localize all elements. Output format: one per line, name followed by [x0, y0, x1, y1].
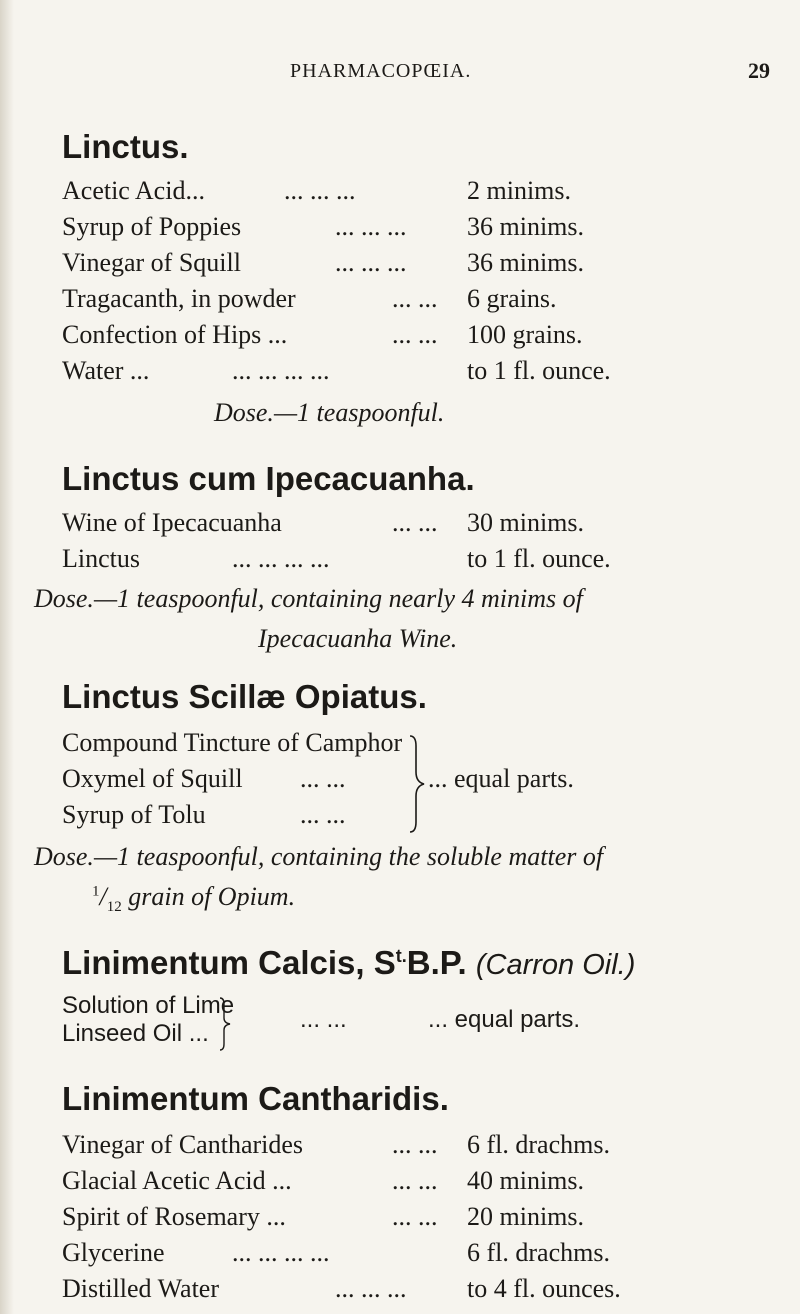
- ingredient-name: Acetic Acid...: [62, 176, 205, 205]
- section-heading-linimentum-cantharidis: Linimentum Cantharidis.: [62, 1080, 449, 1117]
- ingredient-amount: 40 minims.: [467, 1166, 585, 1195]
- ingredient-amount: 6 grains.: [467, 284, 557, 313]
- dose-line: [214, 398, 444, 428]
- ingredient-name: Syrup of Poppies: [62, 212, 242, 241]
- recipe-row: [62, 1274, 762, 1310]
- heading-superscript: t.: [395, 946, 407, 966]
- heading-title-rest: B.P.: [406, 944, 467, 981]
- ingredient-amount: to 1 fl. ounce.: [467, 356, 611, 385]
- section-heading-linctus: Linctus.: [62, 128, 189, 165]
- leader-dots: ... ...: [300, 764, 346, 793]
- ingredient-name: Tragacanth, in powder: [62, 284, 296, 313]
- ingredient-amount: to 1 fl. ounce.: [467, 544, 611, 573]
- dose-line: [34, 584, 583, 614]
- dose-label: Dose.: [214, 398, 274, 427]
- ingredient-name: Oxymel of Squill: [62, 764, 243, 793]
- ingredient-amount: 36 minims.: [467, 212, 585, 241]
- leader-dots: ... ... ... ...: [232, 544, 330, 573]
- section-heading-linctus-scillae: Linctus Scillæ Opiatus.: [62, 678, 427, 715]
- leader-dots: ... ... ...: [284, 176, 356, 205]
- leader-dots: ... ... ... ...: [232, 1238, 330, 1267]
- page-binding-shadow: [0, 0, 14, 1314]
- heading-title: Linimentum Calcis, S: [62, 944, 396, 981]
- ingredient-name: Glacial Acetic Acid ...: [62, 1166, 292, 1195]
- recipe-row: [62, 248, 762, 284]
- dose-line-continued: [92, 882, 295, 916]
- ingredient-amount: 6 fl. drachms.: [467, 1238, 610, 1267]
- fraction-denominator: 12: [106, 899, 122, 916]
- dose-text: —1 teaspoonful.: [273, 398, 445, 427]
- dose-text: —1 teaspoonful, containing nearly 4 minims of: [93, 584, 583, 613]
- ingredient-name: Spirit of Rosemary ...: [62, 1202, 286, 1231]
- ingredient-name: Solution of Lime: [62, 992, 235, 1019]
- leader-dots: ... ...: [392, 508, 438, 537]
- recipe-row: [62, 508, 762, 544]
- right-brace-icon: [218, 996, 232, 1052]
- ingredient-amount: 20 minims.: [467, 1202, 585, 1231]
- leader-dots: ... ...: [392, 1166, 438, 1195]
- leader-dots: ... ...: [300, 800, 346, 829]
- ingredient-name: Vinegar of Cantharides: [62, 1130, 304, 1159]
- ingredient-amount: 6 fl. drachms.: [467, 1130, 610, 1159]
- running-head: [0, 48, 800, 88]
- ingredient-name: Compound Tincture of Camphor: [62, 728, 403, 757]
- ingredient-name: Glycerine: [62, 1238, 165, 1267]
- ingredient-name: Wine of Ipecacuanha: [62, 508, 282, 537]
- leader-dots: ... ...: [392, 320, 438, 349]
- dose-text-end: grain of Opium.: [121, 882, 296, 911]
- dose-label: Dose.: [34, 842, 94, 871]
- ingredient-amount: to 4 fl. ounces.: [467, 1274, 621, 1303]
- leader-dots: ... ... ...: [335, 212, 407, 241]
- ingredient-name: Linctus: [62, 544, 140, 573]
- ingredient-amount: ... equal parts.: [428, 764, 574, 793]
- dose-line-continued: Ipecacuanha Wine.: [258, 624, 458, 653]
- ingredient-name: Distilled Water: [62, 1274, 220, 1303]
- ingredient-amount: 2 minims.: [467, 176, 572, 205]
- section-heading-linctus-ipecacuanha: Linctus cum Ipecacuanha.: [62, 460, 475, 497]
- heading-alternate-name: (Carron Oil.): [475, 949, 636, 981]
- leader-dots: ... ...: [300, 1006, 347, 1033]
- recipe-row: [62, 212, 762, 248]
- section-heading-linimentum-calcis: [62, 944, 635, 982]
- leader-dots: ... ...: [392, 284, 438, 313]
- ingredient-name: Linseed Oil ...: [62, 1020, 209, 1047]
- leader-dots: ... ...: [392, 1202, 438, 1231]
- running-title: PHARMACOPŒIA.: [290, 60, 472, 82]
- ingredient-name: Water ...: [62, 356, 150, 385]
- dose-label: Dose.: [34, 584, 94, 613]
- leader-dots: ... ... ...: [335, 248, 407, 277]
- dose-text: —1 teaspoonful, containing the soluble matter of: [93, 842, 604, 871]
- fraction-numerator: 1: [92, 883, 100, 900]
- ingredient-name: Confection of Hips ...: [62, 320, 288, 349]
- ingredient-name: Vinegar of Squill: [62, 248, 241, 277]
- recipe-row: [62, 1166, 762, 1202]
- ingredient-amount: ... equal parts.: [428, 1006, 581, 1033]
- dose-line: [34, 842, 603, 872]
- recipe-row: [62, 356, 762, 392]
- recipe-row: [62, 1238, 762, 1274]
- ingredient-amount: 30 minims.: [467, 508, 585, 537]
- dose-fraction: $^1/_{12}$: [92, 882, 122, 916]
- recipe-row: [62, 320, 762, 356]
- recipe-row: [62, 1006, 762, 1056]
- ingredient-amount: 36 minims.: [467, 248, 585, 277]
- leader-dots: ... ... ...: [335, 1274, 407, 1303]
- recipe-row: [62, 544, 762, 580]
- recipe-row: [62, 176, 762, 212]
- ingredient-name: Syrup of Tolu: [62, 800, 206, 829]
- recipe-row: [62, 284, 762, 320]
- leader-dots: ... ...: [392, 1130, 438, 1159]
- page-number: 29: [748, 58, 770, 83]
- ingredient-amount: 100 grains.: [467, 320, 583, 349]
- right-brace-icon: [408, 734, 428, 834]
- recipe-row: [62, 1130, 762, 1166]
- recipe-row: [62, 1202, 762, 1238]
- leader-dots: ... ... ... ...: [232, 356, 330, 385]
